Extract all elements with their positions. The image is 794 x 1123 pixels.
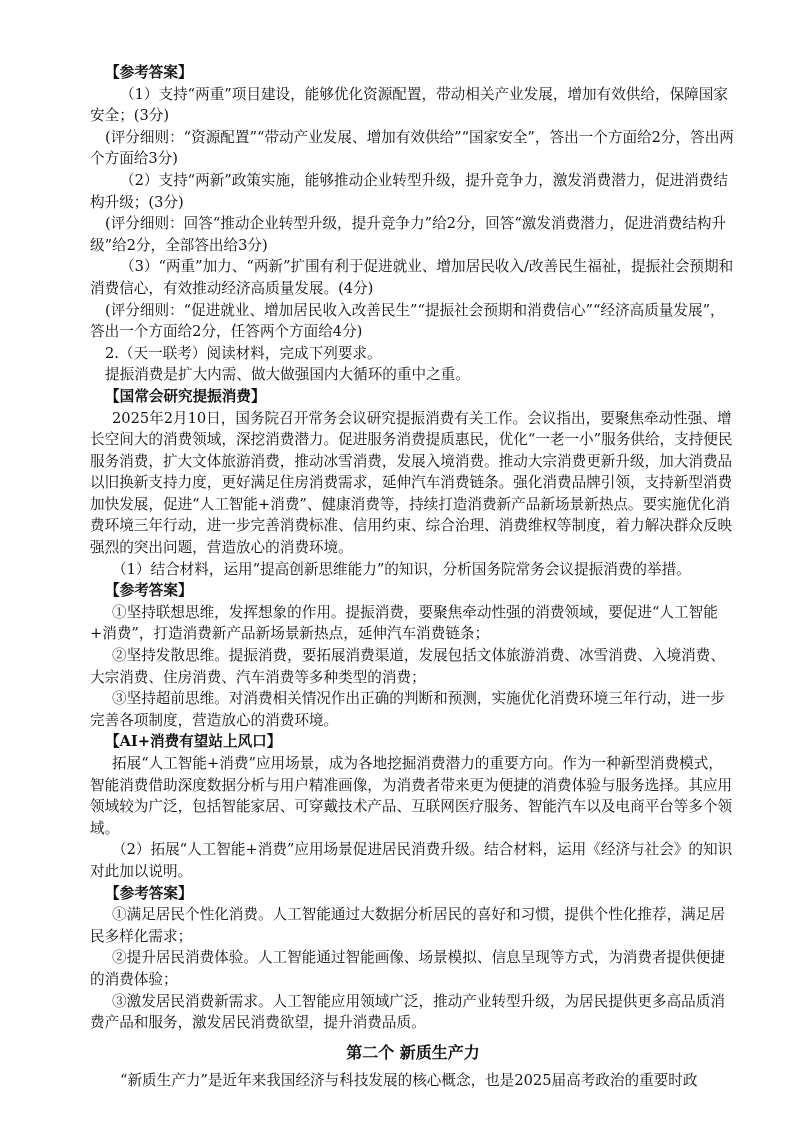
answer-point: ②提升居民消费体验。人工智能通过智能画像、场景模拟、信息呈现等方式，为消费者提供便捷的消费体验； bbox=[90, 949, 725, 988]
answer-paragraph: （3）“两重”加力、“两新”扩围有利于促进就业、增加居民收入/改善民生福祉，提振社会预期和消费信心，有效推动经济高质量发展。(4分) bbox=[90, 258, 734, 297]
material-text: 2025年2月10日，国务院召开常务会议研究提振消费有关工作。会议指出，要聚焦牵动性强、增长空间大的消费领域，深挖消费潜力。促进服务消费提质惠民，优化“一老一小”服务供给，支持便民服务消费，扩大文体旅游消费，推动冰雪消费，发展入境消费。推动大宗消费更新升级，加大消费品以旧换新支持力度，更好满足住房消费需求，延伸汽车消费链条。强化消费品牌引领，支持新型消费加快发展，促进“人工智能+消费”、健康消费等，持续打造消费新产品新场景新热点。要实施优化消费环境三年行动，进一步完善消费标准、信用约束、综合治理、消费维权等制度，着力解决群众反映强烈的突出问题，营造放心的消费环境。 bbox=[90, 409, 733, 557]
sub-question: （2）拓展“人工智能+消费”应用场景促进居民消费升级。结合材料，运用《经济与社会》的知识对此加以说明。 bbox=[90, 841, 733, 880]
answer-point: ③坚持超前思维。对消费相关情况作出正确的判断和预测，实施优化消费环境三年行动，进一步完善各项制度，营造放心的消费环境。 bbox=[90, 690, 725, 729]
material-intro: 提振消费是扩大内需、做大做强国内大循环的重中之重。 bbox=[105, 366, 470, 384]
answer-point: ①坚持联想思维，发挥想象的作用。提振消费，要聚焦牵动性强的消费领域，要促进“人工智能+消费”，打造消费新产品新场景新热点，延伸汽车消费链条； bbox=[90, 603, 718, 643]
scoring-note: (评分细则：“资源配置”“带动产业发展、增加有效供给”“国家安全”，答出一个方面给2分，答出两个方面给3分) bbox=[90, 128, 734, 168]
material-subheader: 【AI+消费有望站上风口】 bbox=[105, 733, 282, 751]
answer-point: ②坚持发散思维。提振消费，要拓展消费渠道，发展包括文体旅游消费、冰雪消费、入境消费、大宗消费、住房消费、汽车消费等多种类型的消费； bbox=[90, 647, 725, 686]
scoring-note: (评分细则：“促进就业、增加居民收入改善民生”“提振社会预期和消费信心”“经济高质量发展”，答出一个方面给2分，任答两个方面给4分) bbox=[90, 301, 725, 341]
section-intro: “新质生产力”是近年来我国经济与科技发展的核心概念，也是2025届高考政治的重要时政 bbox=[120, 1071, 698, 1089]
answer-header: 【参考答案】 bbox=[105, 582, 193, 600]
answer-point: ③激发居民消费新需求。人工智能应用领域广泛，推动产业转型升级，为居民提供更多高品质消费产品和服务，激发居民消费欲望，提升消费品质。 bbox=[90, 992, 725, 1032]
section-title: 第二个 新质生产力 bbox=[346, 1042, 480, 1062]
material-text: 拓展“人工智能+消费”应用场景，成为各地挖掘消费潜力的重要方向。作为一种新型消费模式，智能消费借助深度数据分析与用户精准画像，为消费者带来更为便捷的消费体验与服务选择。其应用领域较为广泛，包括智能家居、可穿戴技术产品、互联网医疗服务、智能汽车以及电商平台等多个领域。 bbox=[90, 755, 733, 837]
answer-paragraph: （2）支持“两新”政策实施，能够推动企业转型升级，提升竞争力，激发消费潜力，促进消费结构升级；(3分) bbox=[90, 171, 728, 211]
answer-header: 【参考答案】 bbox=[105, 884, 193, 902]
material-subheader: 【国常会研究提振消费】 bbox=[105, 387, 266, 405]
answer-point: ①满足居民个性化消费。人工智能通过大数据分析居民的喜好和习惯，提供个性化推荐，满足居民多样化需求； bbox=[90, 906, 725, 945]
answer-paragraph: （1）支持“两重”项目建设，能够优化资源配置，带动相关产业发展，增加有效供给，保障国家安全；(3分) bbox=[90, 85, 728, 125]
answer-header: 【参考答案】 bbox=[105, 64, 193, 81]
scoring-note: (评分细则：回答“推动企业转型升级，提升竞争力”给2分，回答“激发消费潜力，促进消费结构升级”给2分，全部答出给3分) bbox=[90, 215, 727, 254]
sub-question: （1）结合材料，运用“提高创新思维能力”的知识，分析国务院常务会议提振消费的举措。 bbox=[112, 560, 691, 578]
question-heading: 2.（天一联考）阅读材料，完成下列要求。 bbox=[105, 344, 382, 362]
document-page bbox=[90, 62, 736, 1091]
